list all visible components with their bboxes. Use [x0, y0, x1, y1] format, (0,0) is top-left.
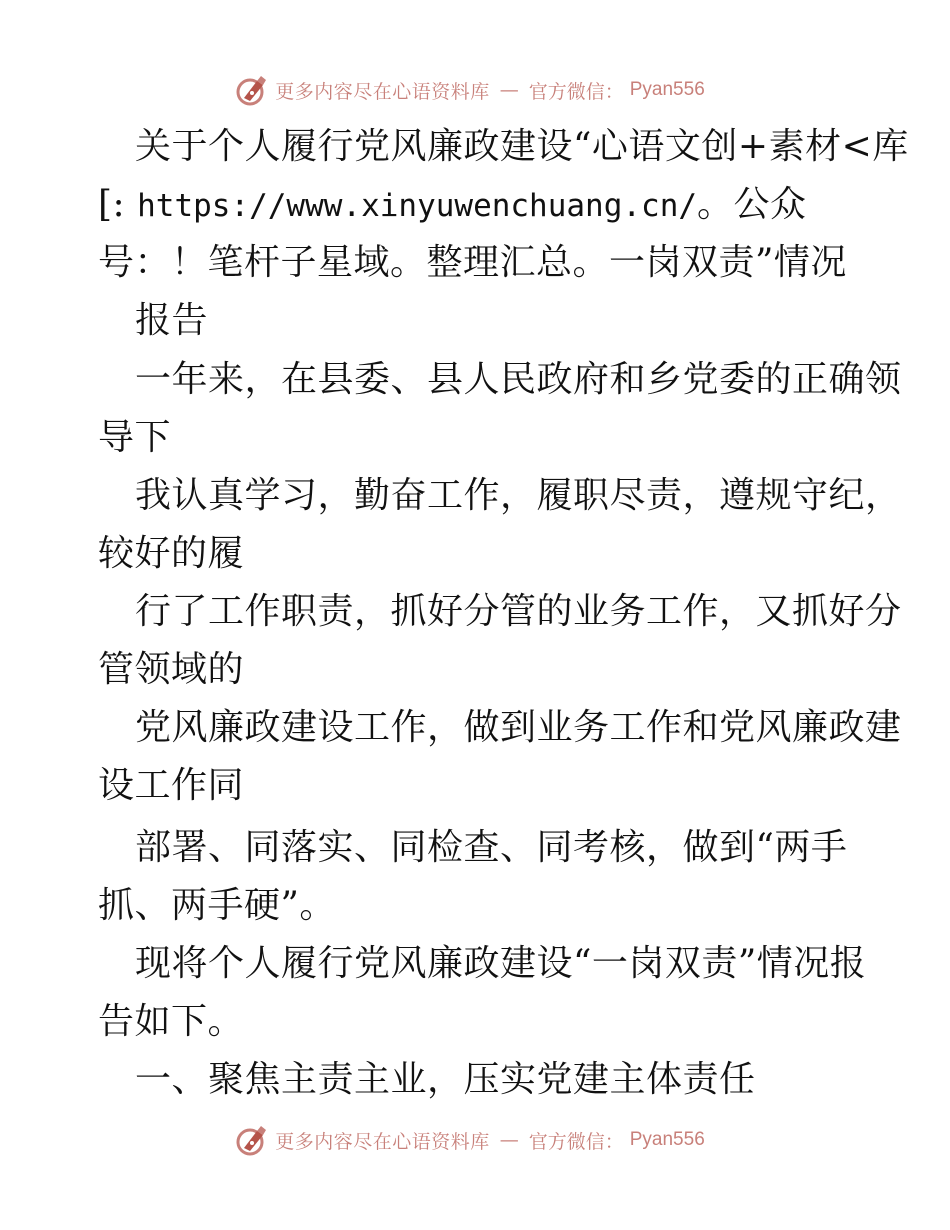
footer-banner — [0, 1120, 950, 1160]
banner-handle: Pyan556 — [629, 1129, 705, 1150]
footer-banner-content — [235, 1123, 705, 1157]
header-banner — [0, 70, 950, 110]
banner-handle: Pyan556 — [629, 79, 705, 100]
banner-contact-label: 官方微信： — [528, 1130, 624, 1153]
banner-separator: — — [499, 1129, 519, 1151]
body-line: 告如下。 — [98, 1001, 245, 1042]
body-line: 党风廉政建设工作，做到业务工作和党风廉政建 — [135, 707, 902, 748]
banner-text: 更多内容尽在心语资料库 — [275, 1130, 490, 1153]
body-line: 管领域的 — [98, 649, 245, 690]
body-line: 抓、两手硬”。 — [98, 885, 336, 926]
title-line-1: 关于个人履行党风廉政建设“心语文创+素材<库 — [135, 126, 909, 167]
pen-nib-logo-icon — [235, 73, 269, 107]
title-line-2-prefix: [: — [98, 184, 138, 225]
body-line: 一年来，在县委、县人民政府和乡党委的正确领 — [135, 359, 902, 400]
title-line-3: 号：！笔杆子星域。整理汇总。一岗双责”情况 — [98, 242, 847, 283]
pen-nib-logo-icon — [235, 1123, 269, 1157]
title-line-4: 报告 — [135, 300, 209, 341]
body-line: 现将个人履行党风廉政建设“一岗双责”情况报 — [135, 943, 867, 984]
banner-separator: — — [499, 79, 519, 101]
section-heading: 一、聚焦主责主业，压实党建主体责任 — [135, 1059, 756, 1100]
title-line-2 — [98, 183, 807, 227]
body-line: 导下 — [98, 417, 172, 458]
title-line-2-suffix: 。公众 — [697, 184, 807, 225]
body-line: 设工作同 — [98, 765, 245, 806]
banner-contact-label: 官方微信： — [528, 80, 624, 103]
body-line: 我认真学习，勤奋工作，履职尽责，遵规守纪， — [135, 475, 902, 516]
body-line: 部署、同落实、同检查、同考核，做到“两手 — [135, 827, 848, 868]
title-url-link[interactable]: https://www.xinyuwenchuang.cn/ — [137, 188, 698, 224]
body-line: 较好的履 — [98, 533, 245, 574]
header-banner-content — [235, 73, 705, 107]
body-line: 行了工作职责，抓好分管的业务工作，又抓好分 — [135, 591, 902, 632]
banner-text: 更多内容尽在心语资料库 — [275, 80, 490, 103]
